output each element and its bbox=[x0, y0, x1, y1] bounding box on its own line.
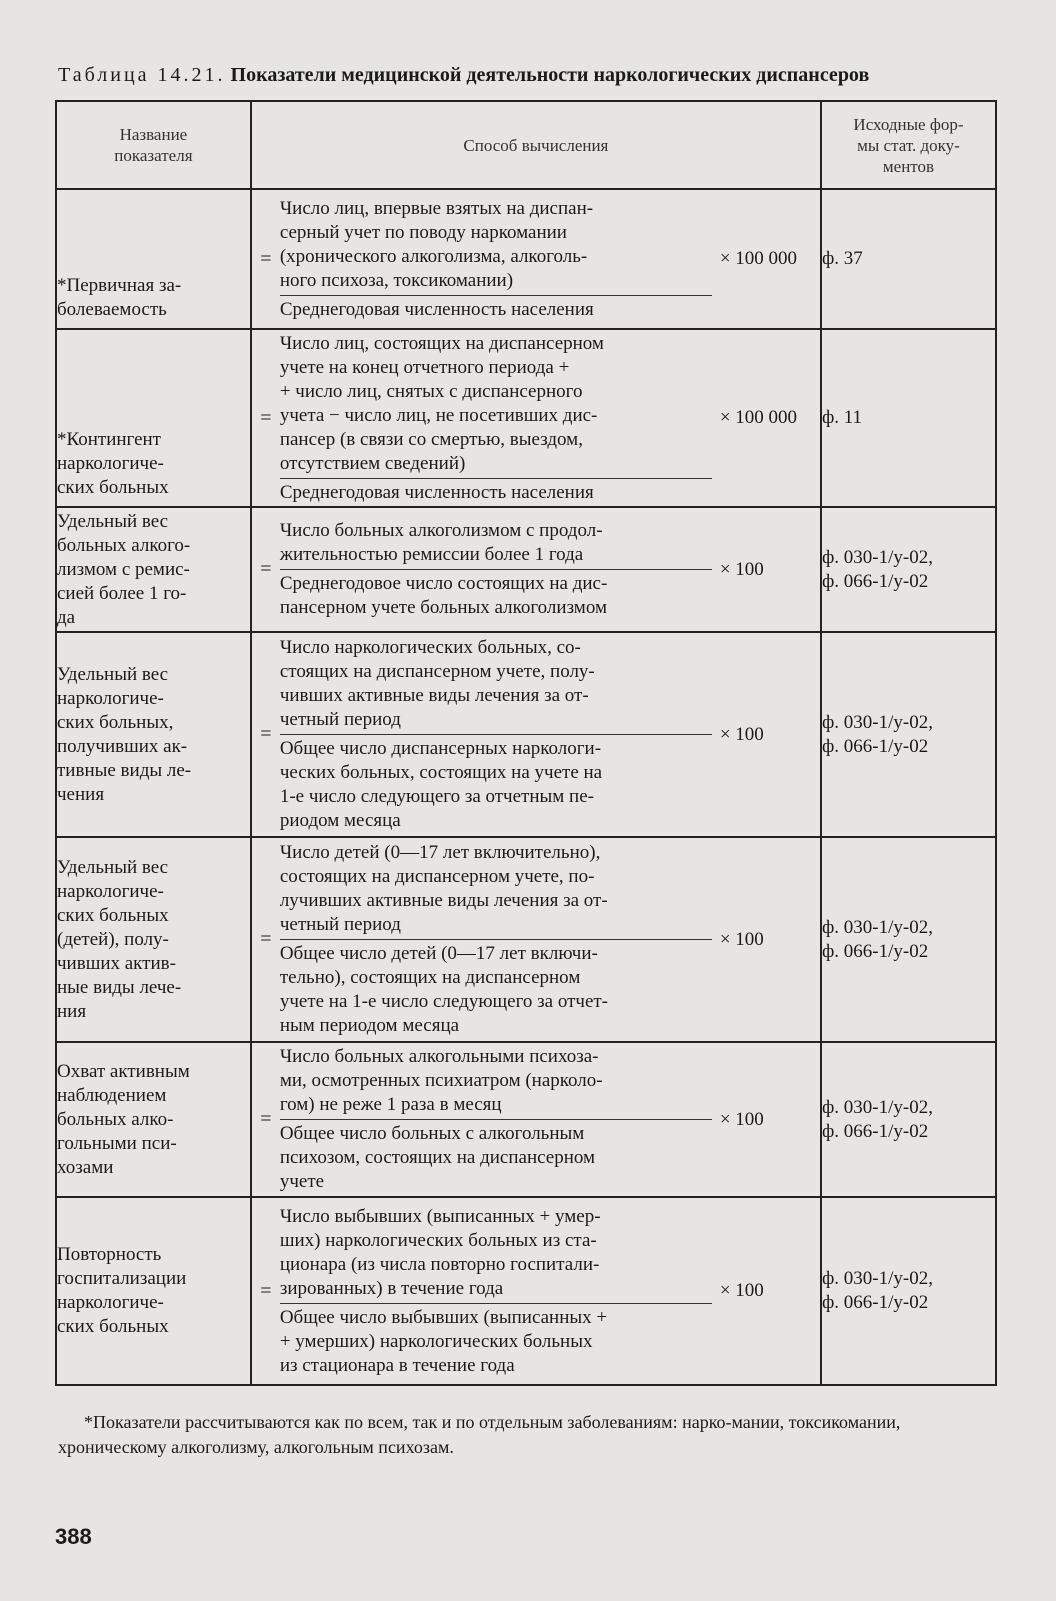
table-row bbox=[56, 1197, 996, 1385]
formula-multiplier: × 100 000 bbox=[719, 407, 798, 428]
source-forms: ф. 030-1/у-02, ф. 066-1/у-02 bbox=[821, 507, 996, 632]
table-caption-title: Показатели медицинской деятельности наркологических диспансеров bbox=[230, 64, 870, 86]
indicator-formula bbox=[251, 837, 821, 1042]
indicator-formula bbox=[251, 632, 821, 837]
source-forms: ф. 11 bbox=[821, 329, 996, 507]
formula-denominator: Общее число выбывших (выписанных + + умерших) наркологических больных из стационара в течение года bbox=[279, 1306, 608, 1376]
table-row bbox=[56, 507, 996, 632]
table-row bbox=[56, 837, 996, 1042]
indicator-formula bbox=[251, 1042, 821, 1197]
indicators-table bbox=[55, 100, 997, 1386]
table-row bbox=[56, 632, 996, 837]
equals-sign: = bbox=[260, 723, 272, 745]
header-calculation-method: Способ вычисления bbox=[251, 101, 821, 189]
header-indicator-name: Название показателя bbox=[56, 101, 251, 189]
formula-multiplier: × 100 000 bbox=[719, 248, 798, 269]
equals-sign: = bbox=[260, 247, 272, 270]
formula-denominator: Среднегодовое число состоящих на дис- пансерном учете больных алкоголизмом bbox=[279, 573, 608, 618]
indicator-name: Повторность госпитализации наркологиче- ских больных bbox=[56, 1197, 251, 1385]
formula-denominator: Среднегодовая численность населения bbox=[279, 298, 594, 320]
formula-numerator: Число выбывших (выписанных + умер- ших) наркологических больных из ста- ционара (из числа повторно госпитали- зированных) в течение года bbox=[280, 1205, 712, 1304]
indicator-name: Удельный вес наркологиче- ских больных (детей), полу- чивших актив- ные виды лече- ния bbox=[56, 837, 251, 1042]
table-caption-label: Таблица 14.21. bbox=[58, 64, 226, 86]
indicator-formula bbox=[251, 189, 821, 329]
header-source-forms: Исходные фор- мы стат. доку- ментов bbox=[821, 101, 996, 189]
page-number: 388 bbox=[55, 1524, 92, 1549]
formula-denominator: Общее число диспансерных наркологи- ческих больных, состоящих на учете на 1-е число следующего за отчетным пе- риодом месяца bbox=[279, 738, 603, 831]
source-forms: ф. 030-1/у-02, ф. 066-1/у-02 bbox=[821, 632, 996, 837]
equals-sign: = bbox=[260, 1279, 272, 1302]
equals-sign: = bbox=[260, 558, 272, 580]
source-forms: ф. 030-1/у-02, ф. 066-1/у-02 bbox=[821, 837, 996, 1042]
source-forms: ф. 030-1/у-02, ф. 066-1/у-02 bbox=[821, 1197, 996, 1385]
formula-numerator: Число детей (0—17 лет включительно), состоящих на диспансерном учете, по- лучивших активные виды лечения за от- четный период bbox=[280, 841, 712, 940]
equals-sign: = bbox=[260, 1108, 272, 1130]
formula-numerator: Число больных алкогольными психоза- ми, осмотренных психиатром (нарколо- гом) не реже 1 раза в месяц bbox=[280, 1045, 712, 1120]
indicator-formula bbox=[251, 1197, 821, 1385]
formula-multiplier: × 100 bbox=[719, 1108, 764, 1130]
indicator-name: *Первичная за- болеваемость bbox=[56, 189, 251, 329]
formula-numerator: Число лиц, состоящих на диспансерном учете на конец отчетного периода + + число лиц, снятых с диспансерного учета − число лиц, не посетивших дис- пансер (в связи со смертью, выездом, отсутствием сведений) bbox=[280, 332, 712, 479]
formula-multiplier: × 100 bbox=[719, 1280, 764, 1301]
table-caption bbox=[58, 64, 998, 87]
source-forms: ф. 37 bbox=[821, 189, 996, 329]
indicator-name: Удельный вес больных алкого- лизмом с ремис- сией более 1 го- да bbox=[56, 507, 251, 632]
source-forms: ф. 030-1/у-02, ф. 066-1/у-02 bbox=[821, 1042, 996, 1197]
table-row bbox=[56, 329, 996, 507]
table-row bbox=[56, 189, 996, 329]
formula-multiplier: × 100 bbox=[719, 558, 764, 580]
indicator-formula bbox=[251, 329, 821, 507]
indicator-name: Охват активным наблюдением больных алко- гольными пси- хозами bbox=[56, 1042, 251, 1197]
formula-multiplier: × 100 bbox=[719, 928, 764, 950]
equals-sign: = bbox=[260, 928, 272, 950]
indicator-name: *Контингент наркологиче- ских больных bbox=[56, 329, 251, 507]
formula-numerator: Число наркологических больных, со- стоящих на диспансерном учете, полу- чивших активные виды лечения за от- четный период bbox=[280, 636, 712, 735]
formula-numerator: Число лиц, впервые взятых на диспан- серный учет по поводу наркомании (хронического алкоголизма, алкоголь- ного психоза, токсикомании) bbox=[280, 197, 712, 296]
formula-denominator: Среднегодовая численность населения bbox=[279, 481, 594, 503]
equals-sign: = bbox=[260, 406, 272, 429]
indicator-name: Удельный вес наркологиче- ских больных, получивших ак- тивные виды ле- чения bbox=[56, 632, 251, 837]
table-header-row bbox=[56, 101, 996, 189]
formula-multiplier: × 100 bbox=[719, 723, 764, 745]
indicator-formula bbox=[251, 507, 821, 632]
formula-denominator: Общее число детей (0—17 лет включи- тельно), состоящих на диспансерном учете на 1-е число следующего за отчет- ным периодом месяца bbox=[279, 943, 609, 1036]
table-footnote: *Показатели рассчитываются как по всем, так и по отдельным заболеваниям: нарко-мании, токсикомании, хроническому алкоголизму, алкогольным психозам. bbox=[58, 1412, 901, 1457]
formula-numerator: Число больных алкоголизмом с продол- жительностью ремиссии более 1 года bbox=[280, 519, 712, 570]
table-row bbox=[56, 1042, 996, 1197]
formula-denominator: Общее число больных с алкогольным психозом, состоящих на диспансерном учете bbox=[279, 1123, 596, 1192]
